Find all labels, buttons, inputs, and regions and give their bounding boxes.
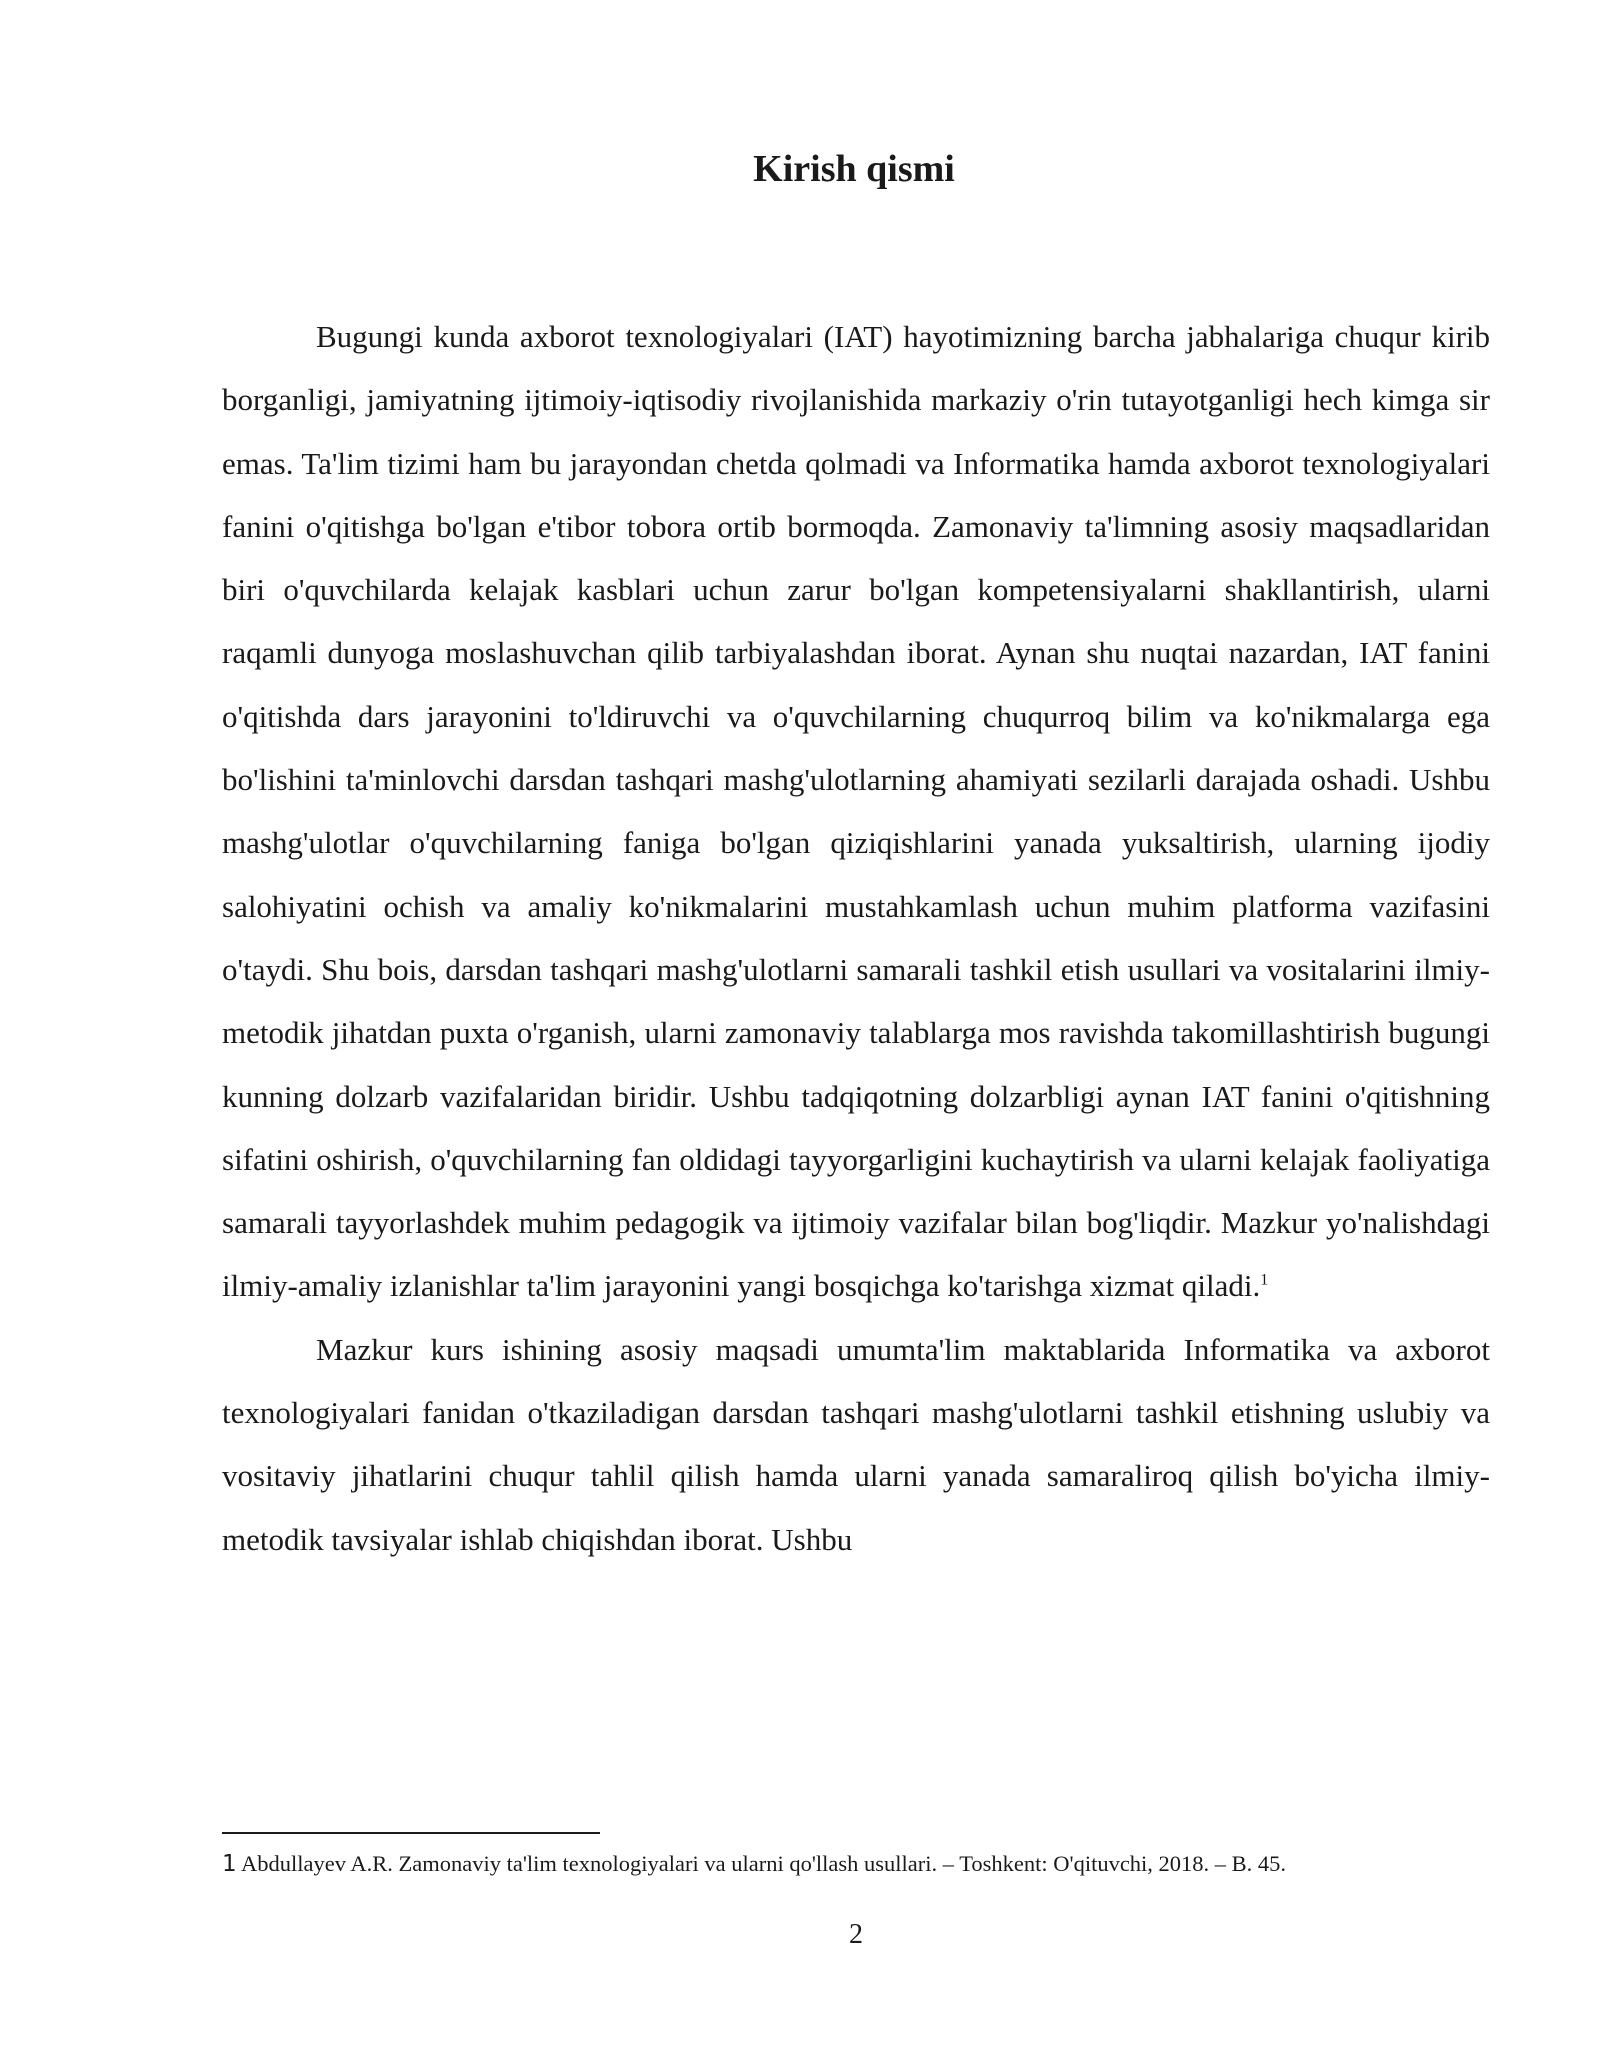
- footnote-separator: [222, 1832, 600, 1834]
- footnote-reference[interactable]: 1: [1260, 1272, 1269, 1290]
- page-title: Kirish qismi: [753, 148, 955, 190]
- body-text: [222, 305, 1490, 1571]
- footnote: [222, 1849, 1522, 1879]
- footnote-text: Abdullayev A.R. Zamonaviy ta'lim texnologiyalari va ularni qo'llash usullari. – Toshkent: O'qituvchi, 2018. – B. 45.: [241, 1851, 1287, 1876]
- paragraph-1-text: Bugungi kunda axborot texnologiyalari (IAT) hayotimizning barcha jabhalariga chuqur kirib borganligi, jamiyatning ijtimoiy-iqtisodiy rivojlanishida markaziy o'rin tutayotganligi hech kimga sir emas. Ta'lim tizimi ham bu jarayondan chetda qolmadi va Informatika hamda axborot texnologiyalari fanini o'qitishga bo'lgan e'tibor tobora ortib bormoqda. Zamonaviy ta'limning asosiy maqsadlaridan biri o'quvchilarda kelajak kasblari uchun zarur bo'lgan kompetensiyalarni shakllantirish, ularni raqamli dunyoga moslashuvchan qilib tarbiyalashdan iborat. Aynan shu nuqtai nazardan, IAT fanini o'qitishda dars jarayonini to'ldiruvchi va o'quvchilarning chuqurroq bilim va ko'nikmalarga ega bo'lishini ta'minlovchi darsdan tashqari mashg'ulotlarning ahamiyati sezilarli darajada oshadi. Ushbu mashg'ulotlar o'quvchilarning faniga bo'lgan qiziqishlarini yanada yuksaltirish, ularning ijodiy salohiyatini ochish va amaliy ko'nikmalarini mustahkamlash uchun muhim platforma vazifasini o'taydi. Shu bois, darsdan tashqari mashg'ulotlarni samarali tashkil etish usullari va vositalarini ilmiy-metodik jihatdan puxta o'rganish, ularni zamonaviy talablarga mos ravishda takomillashtirish bugungi kunning dolzarb vazifalaridan biridir. Ushbu tadqiqotning dolzarbligi aynan IAT fanini o'qitishning sifatini oshirish, o'quvchilarning fan oldidagi tayyorgarligini kuchaytirish va ularni kelajak faoliyatiga samarali tayyorlashdek muhim pedagogik va ijtimoiy vazifalar bilan bog'liqdir. Mazkur yo'nalishdagi ilmiy-amaliy izlanishlar ta'lim jarayonini yangi bosqichga ko'tarishga xizmat qiladi.: [222, 319, 1490, 1304]
- paragraph-aim: Mazkur kurs ishining asosiy maqsadi umumta'lim maktablarida Informatika va axborot texnologiyalari fanidan o'tkaziladigan darsdan tashqari mashg'ulotlarni tashkil etishning uslubiy va vositaviy jihatlarini chuqur tahlil qilish hamda ularni yanada samaraliroq qilish bo'yicha ilmiy-metodik tavsiyalar ishlab chiqishdan iborat. Ushbu: [222, 1331, 1490, 1557]
- paragraph-introduction: [222, 305, 1490, 1318]
- footnote-number: 1: [222, 1851, 237, 1877]
- page-number: 2: [849, 1919, 863, 1950]
